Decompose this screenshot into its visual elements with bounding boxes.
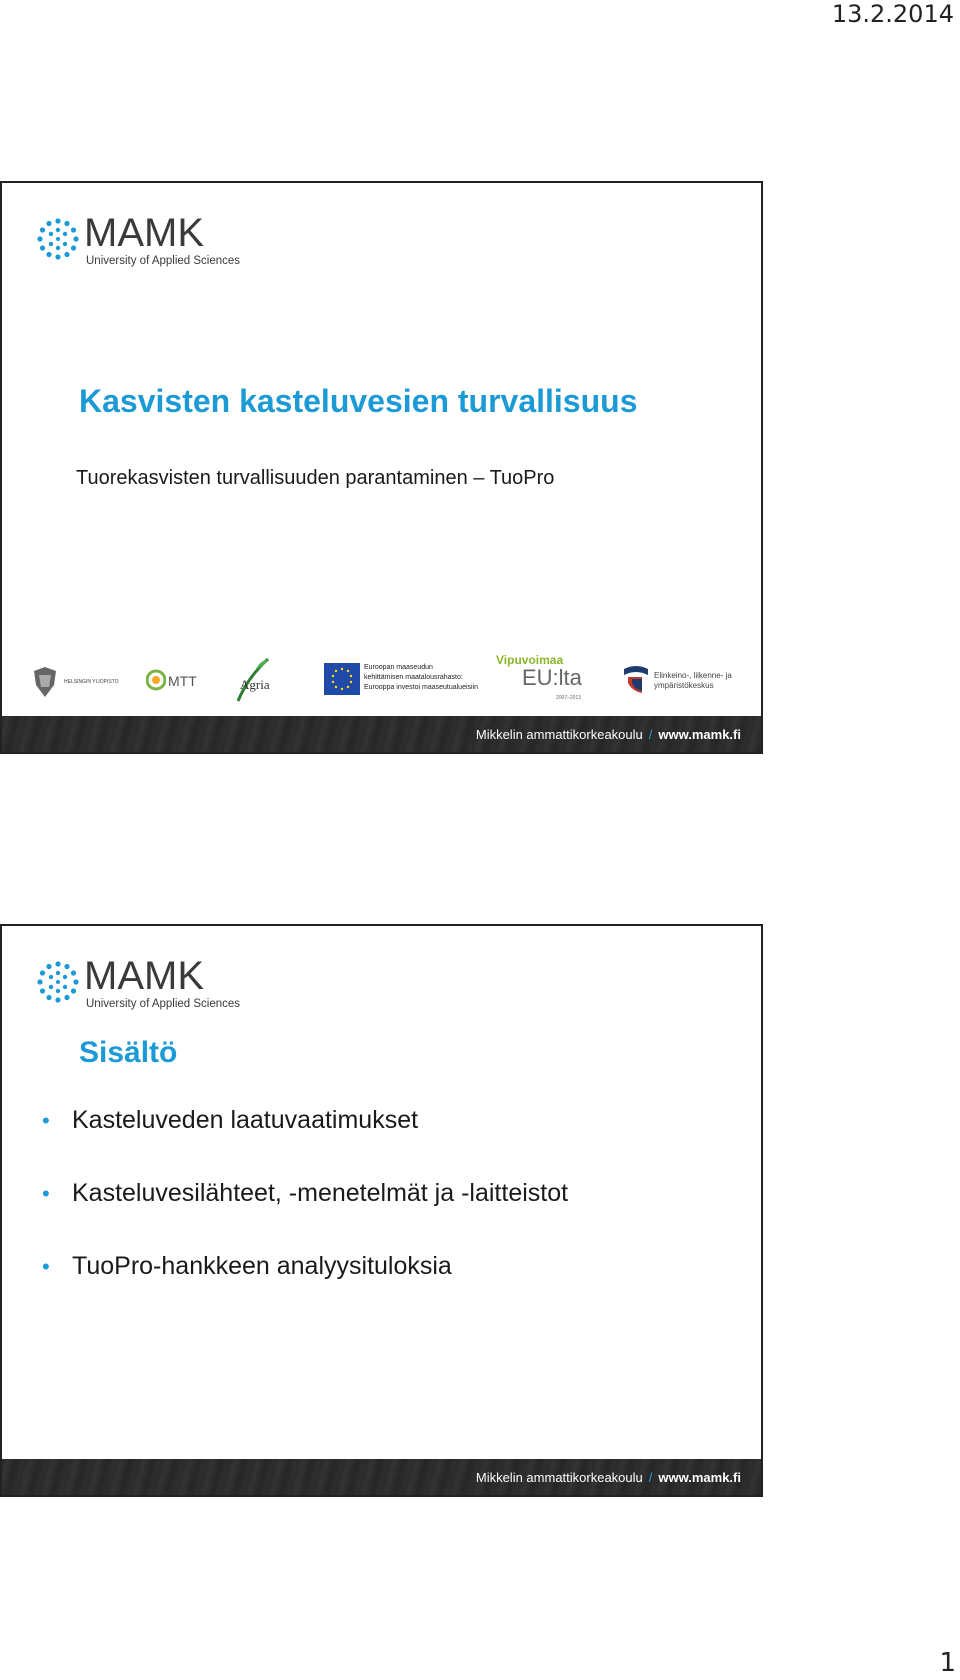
footer-school: Mikkelin ammattikorkeakoulu: [475, 1470, 643, 1485]
ely-emblem-icon: [622, 665, 650, 695]
mtt-leaf-icon: [146, 667, 166, 693]
slide-contents: [0, 924, 763, 1497]
contents-title: Sisältö: [79, 1036, 178, 1069]
page-date: 13.2.2014: [831, 0, 954, 28]
logo-subtitle: University of Applied Sciences: [86, 998, 241, 1010]
eu-text-line-3: Eurooppa investoi maaseutualueisiin: [364, 684, 479, 691]
agria-label: Agria: [240, 677, 270, 692]
slide-footer: [2, 716, 761, 752]
footer-website: www.mamk.fi: [658, 1470, 741, 1485]
eu-text-line-2: kehittämisen maatalousrahasto:: [364, 674, 463, 681]
vipuvoimaa-label: Vipuvoimaa: [496, 653, 564, 667]
mamk-logo: [36, 211, 241, 273]
mamk-dots-icon: [36, 217, 80, 261]
helsinki-crest-icon: [30, 665, 60, 699]
logo-wordmark: MAMK: [84, 954, 204, 998]
footer-website: www.mamk.fi: [658, 727, 741, 742]
mtt-label: MTT: [168, 673, 197, 689]
logo-wordmark: MAMK: [84, 211, 204, 255]
helsinki-label: HELSINGIN YLIOPISTO: [64, 679, 119, 685]
contents-list: [42, 1106, 568, 1325]
ely-centre-logo: [622, 665, 742, 697]
eu-fund-logo: [324, 663, 484, 697]
footer-separator: /: [648, 727, 653, 742]
presentation-title: Kasvisten kasteluvesien turvallisuus: [79, 383, 638, 419]
footer-separator: /: [648, 1470, 653, 1485]
ely-text-line-1: Elinkeino-, liikenne- ja: [654, 671, 732, 680]
list-item: [42, 1179, 568, 1252]
footer-school: Mikkelin ammattikorkeakoulu: [475, 727, 643, 742]
mtt-logo: [146, 667, 202, 697]
ely-text-line-2: ympäristökeskus: [654, 681, 714, 690]
list-item-text: Kasteluveden laatuvaatimukset: [72, 1106, 419, 1134]
list-item: [42, 1106, 568, 1179]
mamk-dots-icon: [36, 960, 80, 1004]
page-number: 1: [939, 1648, 956, 1678]
bullet-icon: •: [42, 1108, 50, 1133]
bullet-icon: •: [42, 1254, 50, 1279]
partner-logos: [24, 653, 744, 709]
eulta-label: EU:lta: [522, 665, 582, 690]
list-item-text: Kasteluvesilähteet, -menetelmät ja -laitteistot: [72, 1179, 569, 1207]
agria-logo: [234, 657, 284, 703]
eu-text-line-1: Euroopan maaseudun: [364, 664, 433, 671]
presentation-subtitle: Tuorekasvisten turvallisuuden parantaminen – TuoPro: [76, 467, 555, 489]
eulta-years: 2007–2013: [556, 695, 582, 701]
slide-footer: [2, 1459, 761, 1495]
vipuvoimaa-logo: [496, 653, 606, 705]
slide-title-slide: [0, 181, 763, 754]
logo-subtitle: University of Applied Sciences: [86, 255, 241, 267]
eu-flag-icon: [324, 663, 360, 695]
list-item: [42, 1252, 568, 1325]
helsinki-logo: [30, 665, 119, 701]
list-item-text: TuoPro-hankkeen analyysituloksia: [72, 1252, 452, 1280]
mamk-logo: [36, 954, 241, 1016]
bullet-icon: •: [42, 1181, 50, 1206]
